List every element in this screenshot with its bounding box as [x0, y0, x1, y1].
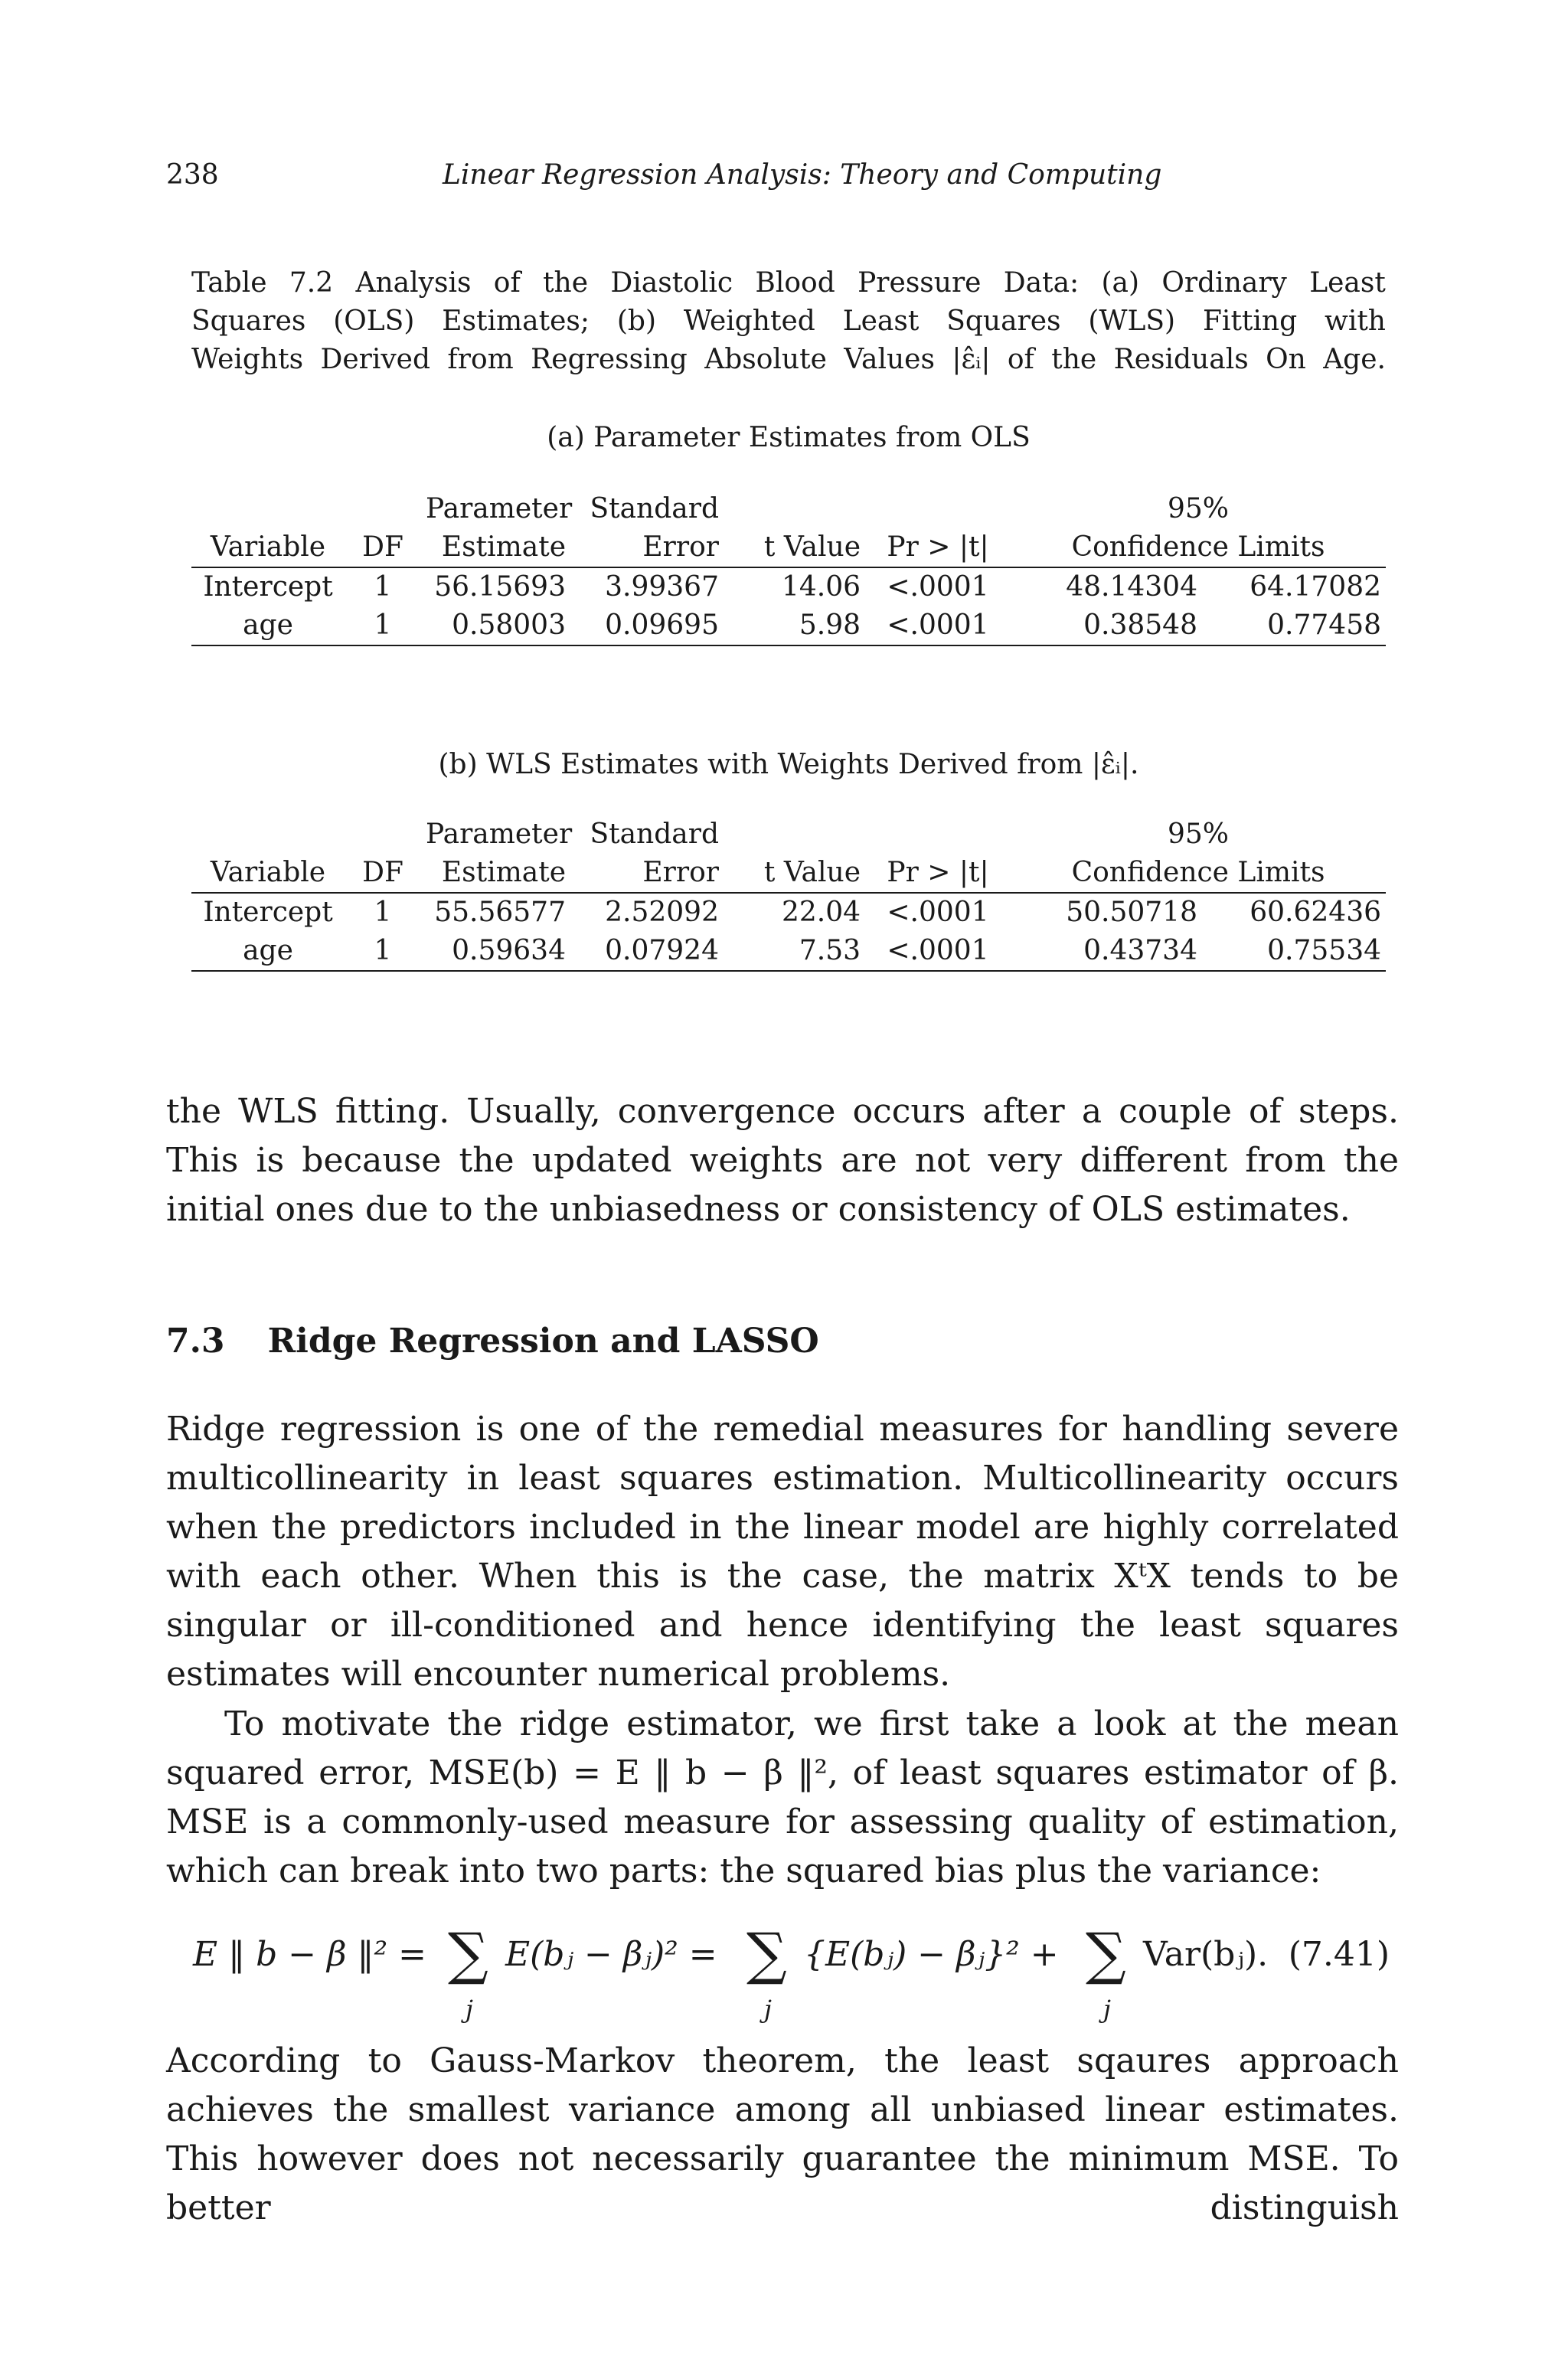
table-cell: 1 — [374, 897, 392, 928]
paragraph-wls-convergence — [166, 1087, 1399, 1234]
table-cell: age — [191, 932, 345, 971]
paragraph-text: the WLS fitting. Usually, convergence occurs after a couple of steps. This is because the updated weights are not very different from the initial ones due to the unbiasedness or consistency of OLS estimates. — [166, 1092, 1399, 1229]
caption-word: Blood — [755, 267, 835, 299]
table-cell: 0.38548 — [1011, 606, 1202, 645]
table-cell: 56.15693 — [434, 571, 566, 603]
table-cell: 1 — [345, 606, 421, 645]
column-header: Estimate — [421, 528, 570, 567]
caption-word: Weighted — [683, 306, 815, 337]
table-cell: 22.04 — [781, 897, 861, 928]
sum-symbol: ∑ — [448, 1921, 488, 1987]
section-heading — [166, 1317, 819, 1366]
sum-index: j — [466, 1995, 473, 2024]
column-header: Error — [570, 528, 724, 567]
sum-symbol: ∑ — [1086, 1921, 1126, 1987]
table-row — [191, 932, 1386, 971]
section-title: Ridge Regression and LASSO — [267, 1322, 819, 1361]
table-cell: <.0001 — [887, 571, 989, 603]
column-header — [345, 490, 421, 528]
column-header: 95% — [1168, 819, 1230, 850]
column-header: Variable — [191, 528, 345, 567]
caption-line — [191, 341, 1386, 379]
equation-lhs: E ‖ b − β ‖² = — [193, 1935, 427, 1974]
table-cell: <.0001 — [887, 897, 989, 928]
column-header: Parameter — [426, 819, 573, 850]
caption-word: Estimates; — [442, 306, 590, 337]
table-cell: 48.14304 — [1066, 571, 1197, 603]
paragraph-text: According to Gauss-Markov theorem, the least sqaures approach achieves the smallest variance among all unbiased linear estimates. This however does not necessarily guarantee the minimum MSE. To better distinguish — [166, 2041, 1399, 2227]
caption-word: Residuals — [1113, 344, 1249, 375]
caption-word: Regressing — [531, 344, 688, 375]
column-header: t Value — [724, 528, 865, 567]
column-header: t Value — [724, 854, 865, 893]
table-cell: age — [191, 606, 345, 645]
caption-word: On — [1266, 344, 1306, 375]
column-header — [191, 490, 345, 528]
column-header — [191, 815, 345, 854]
caption-word: Ordinary — [1161, 267, 1287, 299]
column-header — [724, 815, 865, 854]
sum-index: j — [764, 1995, 772, 2024]
column-header — [865, 815, 1011, 854]
table-cell: Intercept — [203, 897, 333, 928]
column-header: Estimate — [421, 854, 570, 893]
column-header: Variable — [191, 854, 345, 893]
caption-word: (b) — [616, 306, 656, 337]
table-cell: 3.99367 — [605, 571, 719, 603]
sum-symbol: ∑ — [746, 1921, 787, 1987]
paragraph-text: Ridge regression is one of the remedial measures for handling severe multicollinearity in least squares estimation. Multicollinearity occurs when the predictors included in the linear model are highly correlated with each other. When this is the case, the matrix XᵗX tends to be singular or ill-conditioned and hence identifying the least squares estimates will encounter numerical problems. — [166, 1410, 1399, 1694]
caption-line — [191, 302, 1386, 341]
table-cell: <.0001 — [865, 606, 1011, 645]
column-header: 95% — [1168, 493, 1230, 525]
sum-index: j — [1103, 1995, 1111, 2024]
table-cell: 14.06 — [781, 571, 861, 603]
table-cell: 0.09695 — [570, 606, 724, 645]
table-cell: 64.17082 — [1250, 571, 1382, 603]
table-row — [191, 893, 1386, 932]
caption-word: Diastolic — [610, 267, 733, 299]
column-header: Standard — [590, 493, 719, 525]
caption-word: Data: — [1003, 267, 1080, 299]
paragraph-ridge-intro — [166, 1405, 1399, 1699]
column-header — [724, 490, 865, 528]
caption-word: Fitting — [1202, 306, 1298, 337]
caption-word: from — [447, 344, 514, 375]
running-title: Linear Regression Analysis: Theory and Computing — [443, 159, 1162, 191]
column-header: Error — [570, 854, 724, 893]
caption-word: |ε̂ᵢ| — [952, 344, 991, 375]
column-header: Pr > |t| — [865, 854, 1011, 893]
caption-word: (OLS) — [333, 306, 415, 337]
header-row — [191, 854, 1386, 893]
paragraph-mse — [166, 1700, 1399, 1896]
caption-word: Age. — [1323, 344, 1386, 375]
column-header: DF — [345, 854, 421, 893]
equation-term-1: E(bⱼ − βⱼ)² = — [505, 1935, 717, 1974]
caption-word: (a) — [1101, 267, 1140, 299]
caption-word: with — [1325, 306, 1386, 337]
column-header: Confidence Limits — [1011, 854, 1386, 893]
caption-word: Weights — [191, 344, 304, 375]
caption-word: Squares — [191, 306, 306, 337]
table-cell: 0.59634 — [421, 932, 570, 971]
caption-word: (WLS) — [1088, 306, 1176, 337]
table-cell: 0.75534 — [1202, 932, 1386, 971]
caption-word: the — [1051, 344, 1097, 375]
equation-term-3: Var(bⱼ). — [1143, 1935, 1269, 1974]
caption-word: Derived — [320, 344, 431, 375]
table-cell: 60.62436 — [1250, 897, 1382, 928]
table-cell: Intercept — [203, 571, 333, 603]
caption-word: 7.2 — [289, 267, 334, 299]
table-row — [191, 567, 1386, 606]
header-row — [191, 528, 1386, 567]
caption-word: the — [543, 267, 589, 299]
table-cell: 7.53 — [724, 932, 865, 971]
caption-word: Least — [1309, 267, 1386, 299]
caption-word: Least — [842, 306, 920, 337]
page-number: 238 — [166, 159, 219, 191]
table-cell: 1 — [374, 571, 392, 603]
table-a-caption: (a) Parameter Estimates from OLS — [547, 422, 1031, 453]
caption-word: of — [493, 267, 521, 299]
table-cell: 1 — [345, 932, 421, 971]
column-header: Standard — [590, 819, 719, 850]
table-a — [191, 490, 1386, 646]
header-row-top — [191, 815, 1386, 854]
table-cell: 55.56577 — [434, 897, 566, 928]
table-cell: 0.58003 — [421, 606, 570, 645]
caption-word: Values — [844, 344, 935, 375]
equation-number: (7.41) — [1288, 1935, 1390, 1974]
table-cell: 0.77458 — [1202, 606, 1386, 645]
paragraph-gauss-markov — [166, 2037, 1399, 2233]
caption-word: Table — [191, 267, 267, 299]
column-header: Parameter — [426, 493, 573, 525]
caption-line — [191, 264, 1386, 302]
column-header: DF — [345, 528, 421, 567]
column-header: Confidence Limits — [1011, 528, 1386, 567]
caption-word: Absolute — [704, 344, 827, 375]
table-cell: 2.52092 — [605, 897, 719, 928]
table-cell: 0.43734 — [1011, 932, 1202, 971]
column-header: Pr > |t| — [865, 528, 1011, 567]
caption-word: Analysis — [355, 267, 472, 299]
caption-word: Squares — [946, 306, 1061, 337]
table-b — [191, 815, 1386, 972]
header-row-top — [191, 490, 1386, 528]
paragraph-text: To motivate the ridge estimator, we first take a look at the mean squared error, MSE(b) = E ‖ b − β ‖², of least squares estimator of β. MSE is a commonly-used measure for assessing quality of estimation, which can break into two parts: the squared bias plus the variance: — [166, 1704, 1399, 1891]
table-caption — [191, 264, 1386, 379]
equation-term-2: {E(bⱼ) − βⱼ}² + — [804, 1935, 1059, 1974]
caption-word: Pressure — [858, 267, 982, 299]
caption-word: of — [1007, 344, 1034, 375]
table-cell: 50.50718 — [1066, 897, 1197, 928]
section-number: 7.3 — [166, 1322, 225, 1361]
table-b-caption: (b) WLS Estimates with Weights Derived from |ε̂ᵢ|. — [438, 749, 1139, 780]
column-header — [345, 815, 421, 854]
table-cell: 5.98 — [724, 606, 865, 645]
table-cell: <.0001 — [865, 932, 1011, 971]
equation-7-41 — [184, 1918, 1401, 2033]
table-cell: 0.07924 — [570, 932, 724, 971]
column-header — [865, 490, 1011, 528]
table-row — [191, 606, 1386, 645]
